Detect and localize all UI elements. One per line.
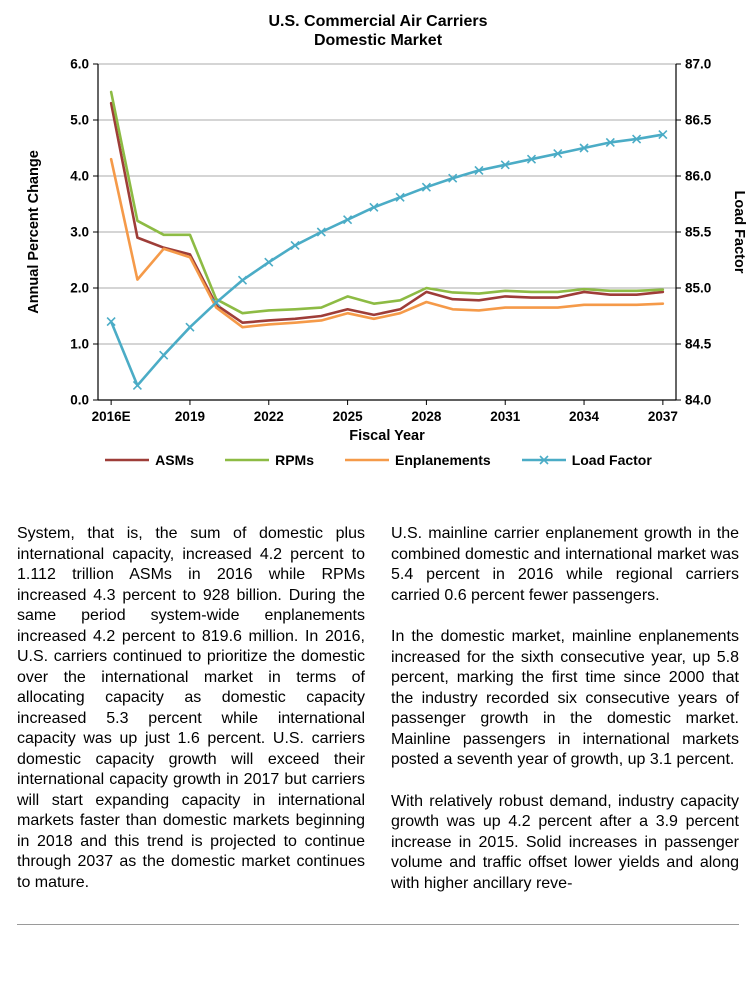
x-tick-label: 2019 [174, 409, 205, 424]
paragraph: System, that is, the sum of domestic plus international capacity, increased 4.2 percent to 1.112 trillion ASMs in 2016 while RPMs increased 4.3 percent to 928 billion. During the same period system-wide enplanements increased 4.2 percent to 819.6 million. In 2016, U.S. carriers continued to prioritize the domestic over the international market in terms of allocating capacity as domestic capacity increased 5.3 percent while international capacity was up just 1.6 percent. U.S. carriers domestic capacity growth will exceed their international capacity growth in 2017 but carriers will start expanding capacity in international markets faster than domestic markets beginning in 2018 and this trend is projected to continue through 2037 as the domestic market continues to mature. [17, 525, 365, 891]
legend-item-enplanements [344, 452, 491, 468]
x-tick-label: 2022 [253, 409, 284, 424]
line-chart [8, 52, 748, 448]
y-left-tick-label: 2.0 [70, 280, 89, 296]
x-tick-label: 2037 [647, 409, 678, 424]
body-text [0, 524, 756, 894]
y-right-tick-label: 84.0 [685, 392, 712, 408]
legend-swatch-asms [104, 453, 150, 467]
page-footer-rule [17, 924, 739, 925]
legend-label-enplanements: Enplanements [394, 452, 491, 468]
chart-title [0, 12, 756, 50]
x-tick-label: 2016E [91, 409, 131, 424]
y-left-tick-label: 3.0 [70, 224, 89, 240]
chart-legend [0, 452, 756, 468]
x-tick-label: 2028 [411, 409, 442, 424]
paragraph: With relatively robust demand, industry capacity growth was up 4.2 percent after a 3.9 percent increase in 2015. Solid increases in passenger volume and traffic offset lower yields and along with higher ancillary reve- [391, 792, 739, 892]
chart-title-line1: U.S. Commercial Air Carriers [268, 13, 488, 30]
paragraph: In the domestic market, mainline enplanements increased for the sixth consecutive year, up 5.8 percent, marking the first time since 2000 that the industry recorded six consecutive years of passenger growth in the domestic market. Mainline passengers in international markets posted a seventh year of growth, up 3.1 percent. [391, 628, 739, 768]
x-tick-label: 2025 [332, 409, 363, 424]
legend-label-load-factor: Load Factor [571, 452, 652, 468]
chart-figure [0, 0, 756, 468]
legend-label-rpms: RPMs [275, 452, 314, 468]
legend-item-rpms [224, 452, 314, 468]
x-tick-label: 2034 [569, 409, 600, 424]
y-right-tick-label: 86.5 [685, 112, 712, 128]
axis-tick-labels [70, 57, 712, 425]
chart-title-line2: Domestic Market [313, 32, 443, 49]
y-right-tick-label: 85.5 [685, 224, 712, 240]
y-left-tick-label: 1.0 [70, 336, 89, 352]
left-column [17, 524, 365, 894]
y-right-axis-title: Load Factor [731, 190, 747, 274]
y-left-tick-label: 5.0 [70, 112, 89, 128]
y-right-tick-label: 87.0 [685, 56, 712, 72]
legend-label-asms: ASMs [155, 452, 195, 468]
paragraph: U.S. mainline carrier enplanement growth in the combined domestic and international market was 5.4 percent in 2016 while regional carriers carried 0.6 percent fewer passengers. [391, 525, 739, 604]
y-right-tick-label: 86.0 [685, 168, 712, 184]
legend-swatch-rpms [224, 453, 270, 467]
y-left-tick-label: 6.0 [70, 56, 89, 72]
legend-swatch-load-factor [521, 453, 567, 467]
legend-swatch-enplanements [344, 453, 390, 467]
y-left-axis-title: Annual Percent Change [26, 150, 42, 314]
right-column [391, 524, 739, 894]
x-tick-label: 2031 [490, 409, 521, 424]
y-left-tick-label: 4.0 [70, 168, 89, 184]
legend-item-load-factor [521, 452, 652, 468]
y-right-tick-label: 84.5 [685, 336, 712, 352]
y-right-tick-label: 85.0 [685, 280, 712, 296]
legend-item-asms [104, 452, 194, 468]
y-left-tick-label: 0.0 [70, 392, 89, 408]
x-axis-title: Fiscal Year [349, 428, 425, 444]
